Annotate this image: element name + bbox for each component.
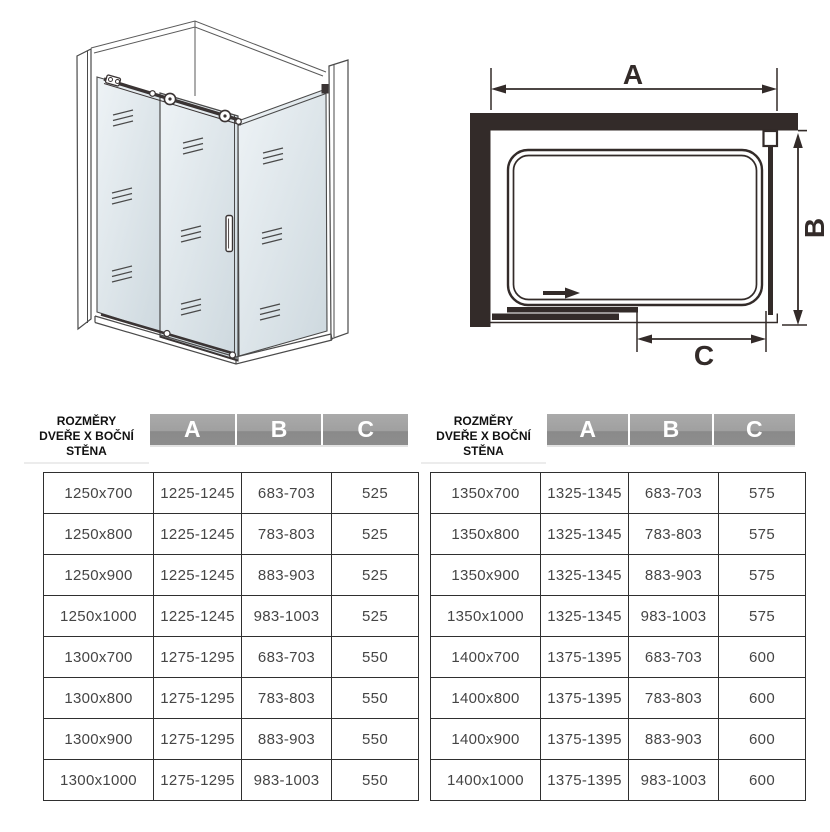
table-row — [431, 637, 806, 678]
fixed-glass-panel — [97, 77, 163, 333]
table-cell: 1250x800 — [44, 514, 154, 555]
table-cell: 1225-1245 — [154, 596, 242, 637]
table-cell: 983-1003 — [629, 596, 719, 637]
table-row — [44, 678, 419, 719]
table-cell: 1300x900 — [44, 719, 154, 760]
table-cell: 1275-1295 — [154, 760, 242, 801]
table-cell: 683-703 — [242, 473, 332, 514]
arrowhead-right-icon — [762, 85, 777, 94]
table-cell: 1250x1000 — [44, 596, 154, 637]
table-cell: 550 — [332, 760, 419, 801]
table-row — [431, 555, 806, 596]
table-cell: 1350x700 — [431, 473, 541, 514]
table-row — [431, 719, 806, 760]
table-title-line2: DVEŘE X BOČNÍ STĚNA — [39, 429, 134, 458]
table-cell: 783-803 — [629, 678, 719, 719]
table-title-line2: DVEŘE X BOČNÍ STĚNA — [436, 429, 531, 458]
table-title-left — [24, 414, 149, 464]
column-header-b: B — [235, 414, 322, 445]
table-cell: 600 — [719, 637, 806, 678]
arrowhead-left-icon — [491, 85, 506, 94]
table-cell: 1350x800 — [431, 514, 541, 555]
table-row — [44, 760, 419, 801]
table-cell: 1375-1395 — [541, 678, 629, 719]
table-row — [44, 719, 419, 760]
arrowhead-up-icon — [793, 133, 803, 148]
column-header-bar-right — [547, 414, 795, 445]
bottom-roller — [164, 331, 170, 337]
arrowhead-right-icon — [751, 335, 766, 344]
table-row — [431, 678, 806, 719]
table-cell: 983-1003 — [629, 760, 719, 801]
table-cell: 1400x900 — [431, 719, 541, 760]
table-cell: 1375-1395 — [541, 760, 629, 801]
table-cell: 550 — [332, 719, 419, 760]
right-wall — [329, 60, 348, 339]
table-cell: 575 — [719, 596, 806, 637]
table-cell: 1400x700 — [431, 637, 541, 678]
column-header-c: C — [712, 414, 795, 445]
table-cell: 1325-1345 — [541, 555, 629, 596]
rail-stopper — [150, 91, 156, 97]
table-row — [431, 596, 806, 637]
table-cell: 525 — [332, 555, 419, 596]
table-cell: 1325-1345 — [541, 473, 629, 514]
table-cell: 550 — [332, 678, 419, 719]
table-cell: 600 — [719, 678, 806, 719]
dimension-label-b: B — [799, 217, 830, 239]
table-row — [44, 596, 419, 637]
table-cell: 1300x800 — [44, 678, 154, 719]
table-cell: 783-803 — [629, 514, 719, 555]
plan-view-dimension-drawing — [450, 35, 830, 385]
slide-direction-arrow-icon — [543, 288, 580, 299]
wall-profile-clamp — [322, 84, 329, 94]
table-cell: 1375-1395 — [541, 719, 629, 760]
table-cell: 575 — [719, 514, 806, 555]
table-row — [431, 760, 806, 801]
table-cell: 983-1003 — [242, 760, 332, 801]
table-cell: 1400x1000 — [431, 760, 541, 801]
table-cell: 1350x900 — [431, 555, 541, 596]
table-cell: 600 — [719, 719, 806, 760]
table-cell: 600 — [719, 760, 806, 801]
table-cell: 1225-1245 — [154, 473, 242, 514]
table-cell: 1275-1295 — [154, 637, 242, 678]
table-cell: 1225-1245 — [154, 514, 242, 555]
shower-tray-outline — [508, 150, 762, 305]
left-wall — [470, 113, 491, 327]
side-glass-panel — [768, 146, 773, 315]
arrowhead-left-icon — [637, 335, 652, 344]
door-handle — [226, 216, 233, 252]
table-cell: 575 — [719, 473, 806, 514]
table-cell: 1325-1345 — [541, 514, 629, 555]
table-cell: 783-803 — [242, 678, 332, 719]
table-row — [431, 473, 806, 514]
table-cell: 1250x700 — [44, 473, 154, 514]
side-panel-wall-profile — [764, 131, 778, 146]
side-glass-panel — [238, 84, 329, 356]
table-cell: 525 — [332, 473, 419, 514]
table-cell: 1300x700 — [44, 637, 154, 678]
column-header-a: A — [579, 416, 596, 442]
table-cell: 1225-1245 — [154, 555, 242, 596]
table-title-line1: ROZMĚRY — [56, 414, 117, 428]
table-cell: 525 — [332, 514, 419, 555]
table-cell: 525 — [332, 596, 419, 637]
column-header-c: C — [321, 414, 408, 445]
table-row — [44, 555, 419, 596]
table-cell: 1375-1395 — [541, 637, 629, 678]
table-cell: 683-703 — [629, 637, 719, 678]
table-cell: 1275-1295 — [154, 719, 242, 760]
table-cell: 550 — [332, 637, 419, 678]
rail-stopper — [236, 119, 242, 125]
size-table-right — [430, 472, 806, 801]
table-row — [44, 514, 419, 555]
table-cell: 883-903 — [242, 555, 332, 596]
table-cell: 1300x1000 — [44, 760, 154, 801]
table-row — [431, 514, 806, 555]
table-cell: 1250x900 — [44, 555, 154, 596]
table-cell: 1350x1000 — [431, 596, 541, 637]
table-title-right — [421, 414, 546, 464]
table-cell: 883-903 — [629, 719, 719, 760]
column-header-bar-left — [150, 414, 408, 445]
table-cell: 683-703 — [242, 637, 332, 678]
table-title-line1: ROZMĚRY — [453, 414, 514, 428]
table-cell: 1325-1345 — [541, 596, 629, 637]
dimension-label-a: A — [622, 59, 644, 90]
table-cell: 683-703 — [629, 473, 719, 514]
arrowhead-down-icon — [793, 310, 803, 325]
table-cell: 883-903 — [242, 719, 332, 760]
column-header-a: A — [184, 416, 201, 442]
left-wall — [77, 49, 91, 329]
table-cell: 883-903 — [629, 555, 719, 596]
table-cell: 1400x800 — [431, 678, 541, 719]
table-cell: 575 — [719, 555, 806, 596]
table-cell: 1275-1295 — [154, 678, 242, 719]
sliding-door-panel — [160, 93, 238, 361]
sliding-door-plan — [492, 314, 619, 321]
table-row — [44, 473, 419, 514]
shower-enclosure-3d-drawing — [55, 5, 385, 395]
top-wall — [470, 113, 798, 131]
table-row — [44, 637, 419, 678]
fixed-panel-plan — [507, 307, 638, 313]
column-header-b: B — [628, 414, 711, 445]
table-cell: 783-803 — [242, 514, 332, 555]
bottom-roller — [230, 352, 236, 358]
dimension-label-c: C — [693, 340, 715, 371]
table-cell: 983-1003 — [242, 596, 332, 637]
size-table-left — [43, 472, 419, 801]
